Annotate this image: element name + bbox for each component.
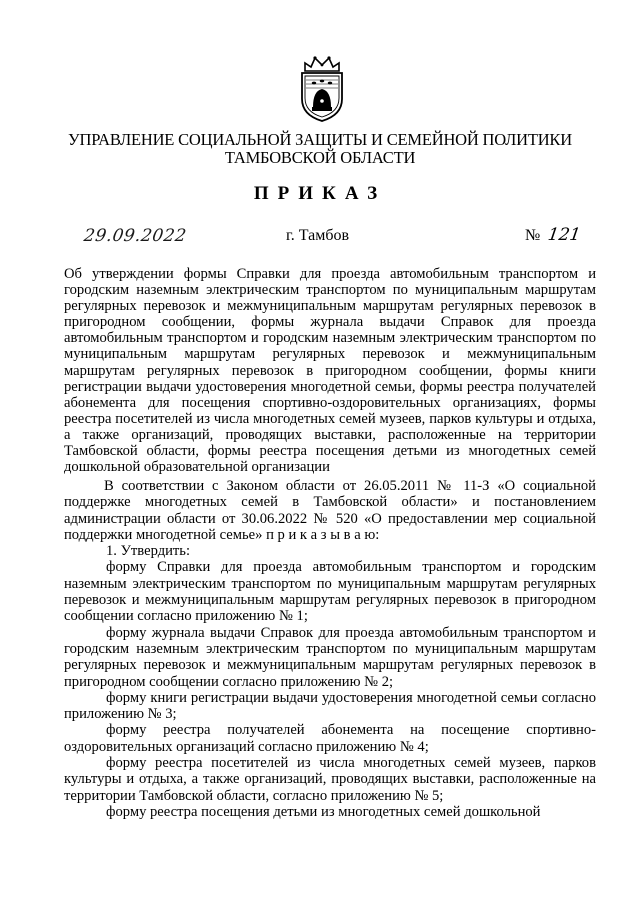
body-form-1: форму Справки для проезда автомобильным транспортом и городским наземным электрическим транспортом по муниципальным маршрутам регулярных перевозок и межмуниципальным маршрутам регулярных перевозок в пригородном сообщении согласно приложению № 1; [64, 559, 596, 625]
order-date: 29.09.2022 [82, 226, 188, 246]
body-form-2: форму журнала выдачи Справок для проезда автомобильным транспортом и городским наземным электрическим транспортом по муниципальным маршрутам регулярных перевозок и межмуниципальным маршрутам регулярных перевозок в пригородном сообщении согласно приложению № 2; [64, 624, 596, 690]
agency-name [40, 131, 600, 167]
coat-of-arms-icon [297, 55, 347, 123]
order-number-label: № [525, 227, 541, 244]
agency-line-2: ТАМБОВСКОЙ ОБЛАСТИ [224, 148, 416, 167]
body-form-3: форму книги регистрации выдачи удостоверения многодетной семьи согласно приложению № 3; [64, 689, 596, 723]
agency-line-1: УПРАВЛЕНИЕ СОЦИАЛЬНОЙ ЗАЩИТЫ И СЕМЕЙНОЙ ПОЛИТИКИ [68, 130, 572, 149]
body-intro: В соответствии с Законом области от 26.05.2011 № 11-З «О социальной поддержке многодетных семей в Тамбовской области» и постановлением администрации области от 30.06.2022 № 520 «О предоставлении мер социальной поддержки многодетной семье» п р и к а з ы в а ю: [64, 478, 596, 543]
body-form-6: форму реестра посещения детьми из многодетных семей дошкольной [106, 803, 541, 820]
order-body [64, 478, 596, 820]
body-item-1: 1. Утвердить: [106, 543, 191, 560]
order-number: 121 [546, 225, 582, 245]
body-form-5: форму реестра посетителей из числа многодетных семей музеев, парков культуры и отдыха, а также организаций, проводящих выставки, расположенные на территории Тамбовской области, согласно приложению № 5; [64, 755, 596, 804]
order-subject: Об утверждении формы Справки для проезда автомобильным транспортом и городским наземным электрическим транспортом по муниципальным маршрутам регулярных перевозок и межмуниципальным маршрутам регулярных перевозок в пригородном сообщении, формы журнала выдачи Справок для проезда автомобильным транспортом и городским наземным электрическим транспортом по муниципальным маршрутам регулярных перевозок и межмуниципальным маршрутам регулярных перевозок в пригородном сообщении, формы книги регистрации выдачи удостоверения многодетной семьи, формы реестра получателей абонемента для посещения спортивно-оздоровительных организациях, формы реестра посетителей из числа многодетных семей музеев, парков культуры и отдыха, а также организаций, проводящих выставки, расположенные на территории Тамбовской области, формы реестра посещения детьми из многодетных семей дошкольной образовательной организации [64, 266, 596, 476]
document-title: ПРИКАЗ [253, 183, 387, 204]
order-city: г. Тамбов [286, 227, 350, 244]
body-form-4: форму реестра получателей абонемента на посещение спортивно-оздоровительных организаций согласно приложению № 4; [64, 722, 596, 755]
